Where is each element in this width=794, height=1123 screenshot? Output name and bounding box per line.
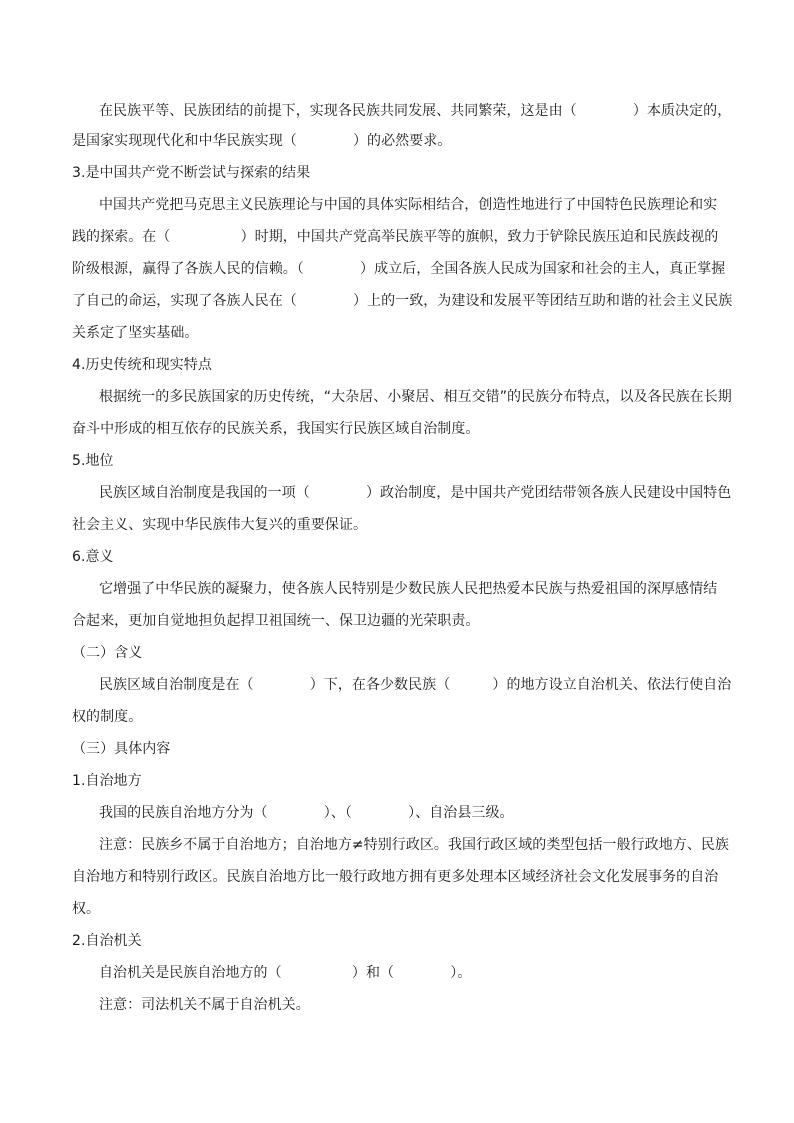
- paragraph-line: 是国家实现现代化和中华民族实现（ ）的必然要求。: [72, 133, 452, 149]
- note-line: 权。: [72, 901, 101, 917]
- section-heading: 3.是中国共产党不断尝试与探索的结果: [72, 165, 311, 181]
- note-line: 注意：司法机关不属于自治机关。: [99, 997, 310, 1013]
- paragraph-line: 合起来，更加自觉地担负起捍卫祖国统一、保卫边疆的光荣职责。: [72, 613, 480, 629]
- section-heading: （二）含义: [72, 645, 143, 661]
- paragraph-line: 了自己的命运，实现了各族人民在（ ）上的一致，为建设和发展平等团结互助和谐的社会主义民族: [72, 293, 733, 309]
- paragraph-line: 奋斗中形成的相互依存的民族关系，我国实行民族区域自治制度。: [72, 421, 480, 437]
- paragraph-line: 我国的民族自治地方分为（ ）、（ ）、自治县三级。: [99, 805, 514, 821]
- paragraph-line: 根据统一的多民族国家的历史传统，“大杂居、小聚居、相互交错”的民族分布特点，以及各民族在长期: [99, 389, 732, 405]
- paragraph-line: 权的制度。: [72, 709, 143, 725]
- note-line: 自治地方和特别行政区。民族自治地方比一般行政地方拥有更多处理本区域经济社会文化发展事务的自治: [72, 869, 719, 885]
- paragraph-line: 它增强了中华民族的凝聚力，使各族人民特别是少数民族人民把热爱本民族与热爱祖国的深厚感情结: [99, 581, 718, 597]
- paragraph-line: 阶级根源，赢得了各族人民的信赖。（ ）成立后，全国各族人民成为国家和社会的主人，真正掌握: [72, 261, 726, 277]
- section-heading: 1.自治地方: [72, 773, 142, 789]
- paragraph-line: 中国共产党把马克思主义民族理论与中国的具体实际相结合，创造性地进行了中国特色民族理论和实: [99, 197, 718, 213]
- section-heading: 6.意义: [72, 549, 114, 565]
- section-heading: 2.自治机关: [72, 933, 142, 949]
- paragraph-line: 自治机关是民族自治地方的（ ）和（ ）。: [99, 965, 472, 981]
- section-heading: 5.地位: [72, 453, 114, 469]
- paragraph-line: 民族区域自治制度是我国的一项（ ）政治制度，是中国共产党团结带领各族人民建设中国特色: [99, 485, 732, 501]
- paragraph-line: 民族区域自治制度是在（ ）下，在各少数民族（ ）的地方设立自治机关、依法行使自治: [99, 677, 732, 693]
- note-line: 注意：民族乡不属于自治地方；自治地方≠特别行政区。我国行政区域的类型包括一般行政地方、民族: [99, 837, 729, 853]
- section-heading: 4.历史传统和现实特点: [72, 357, 212, 373]
- paragraph-line: 社会主义、实现中华民族伟大复兴的重要保证。: [72, 517, 368, 533]
- paragraph-line: 关系定了坚实基础。: [72, 325, 199, 341]
- section-heading: （三）具体内容: [72, 741, 171, 757]
- paragraph-line: 践的探索。在（ ）时期，中国共产党高举民族平等的旗帜，致力于铲除民族压迫和民族歧视的: [72, 229, 719, 245]
- paragraph-line: 在民族平等、民族团结的前提下，实现各民族共同发展、共同繁荣，这是由（ ）本质决定的，: [99, 103, 732, 119]
